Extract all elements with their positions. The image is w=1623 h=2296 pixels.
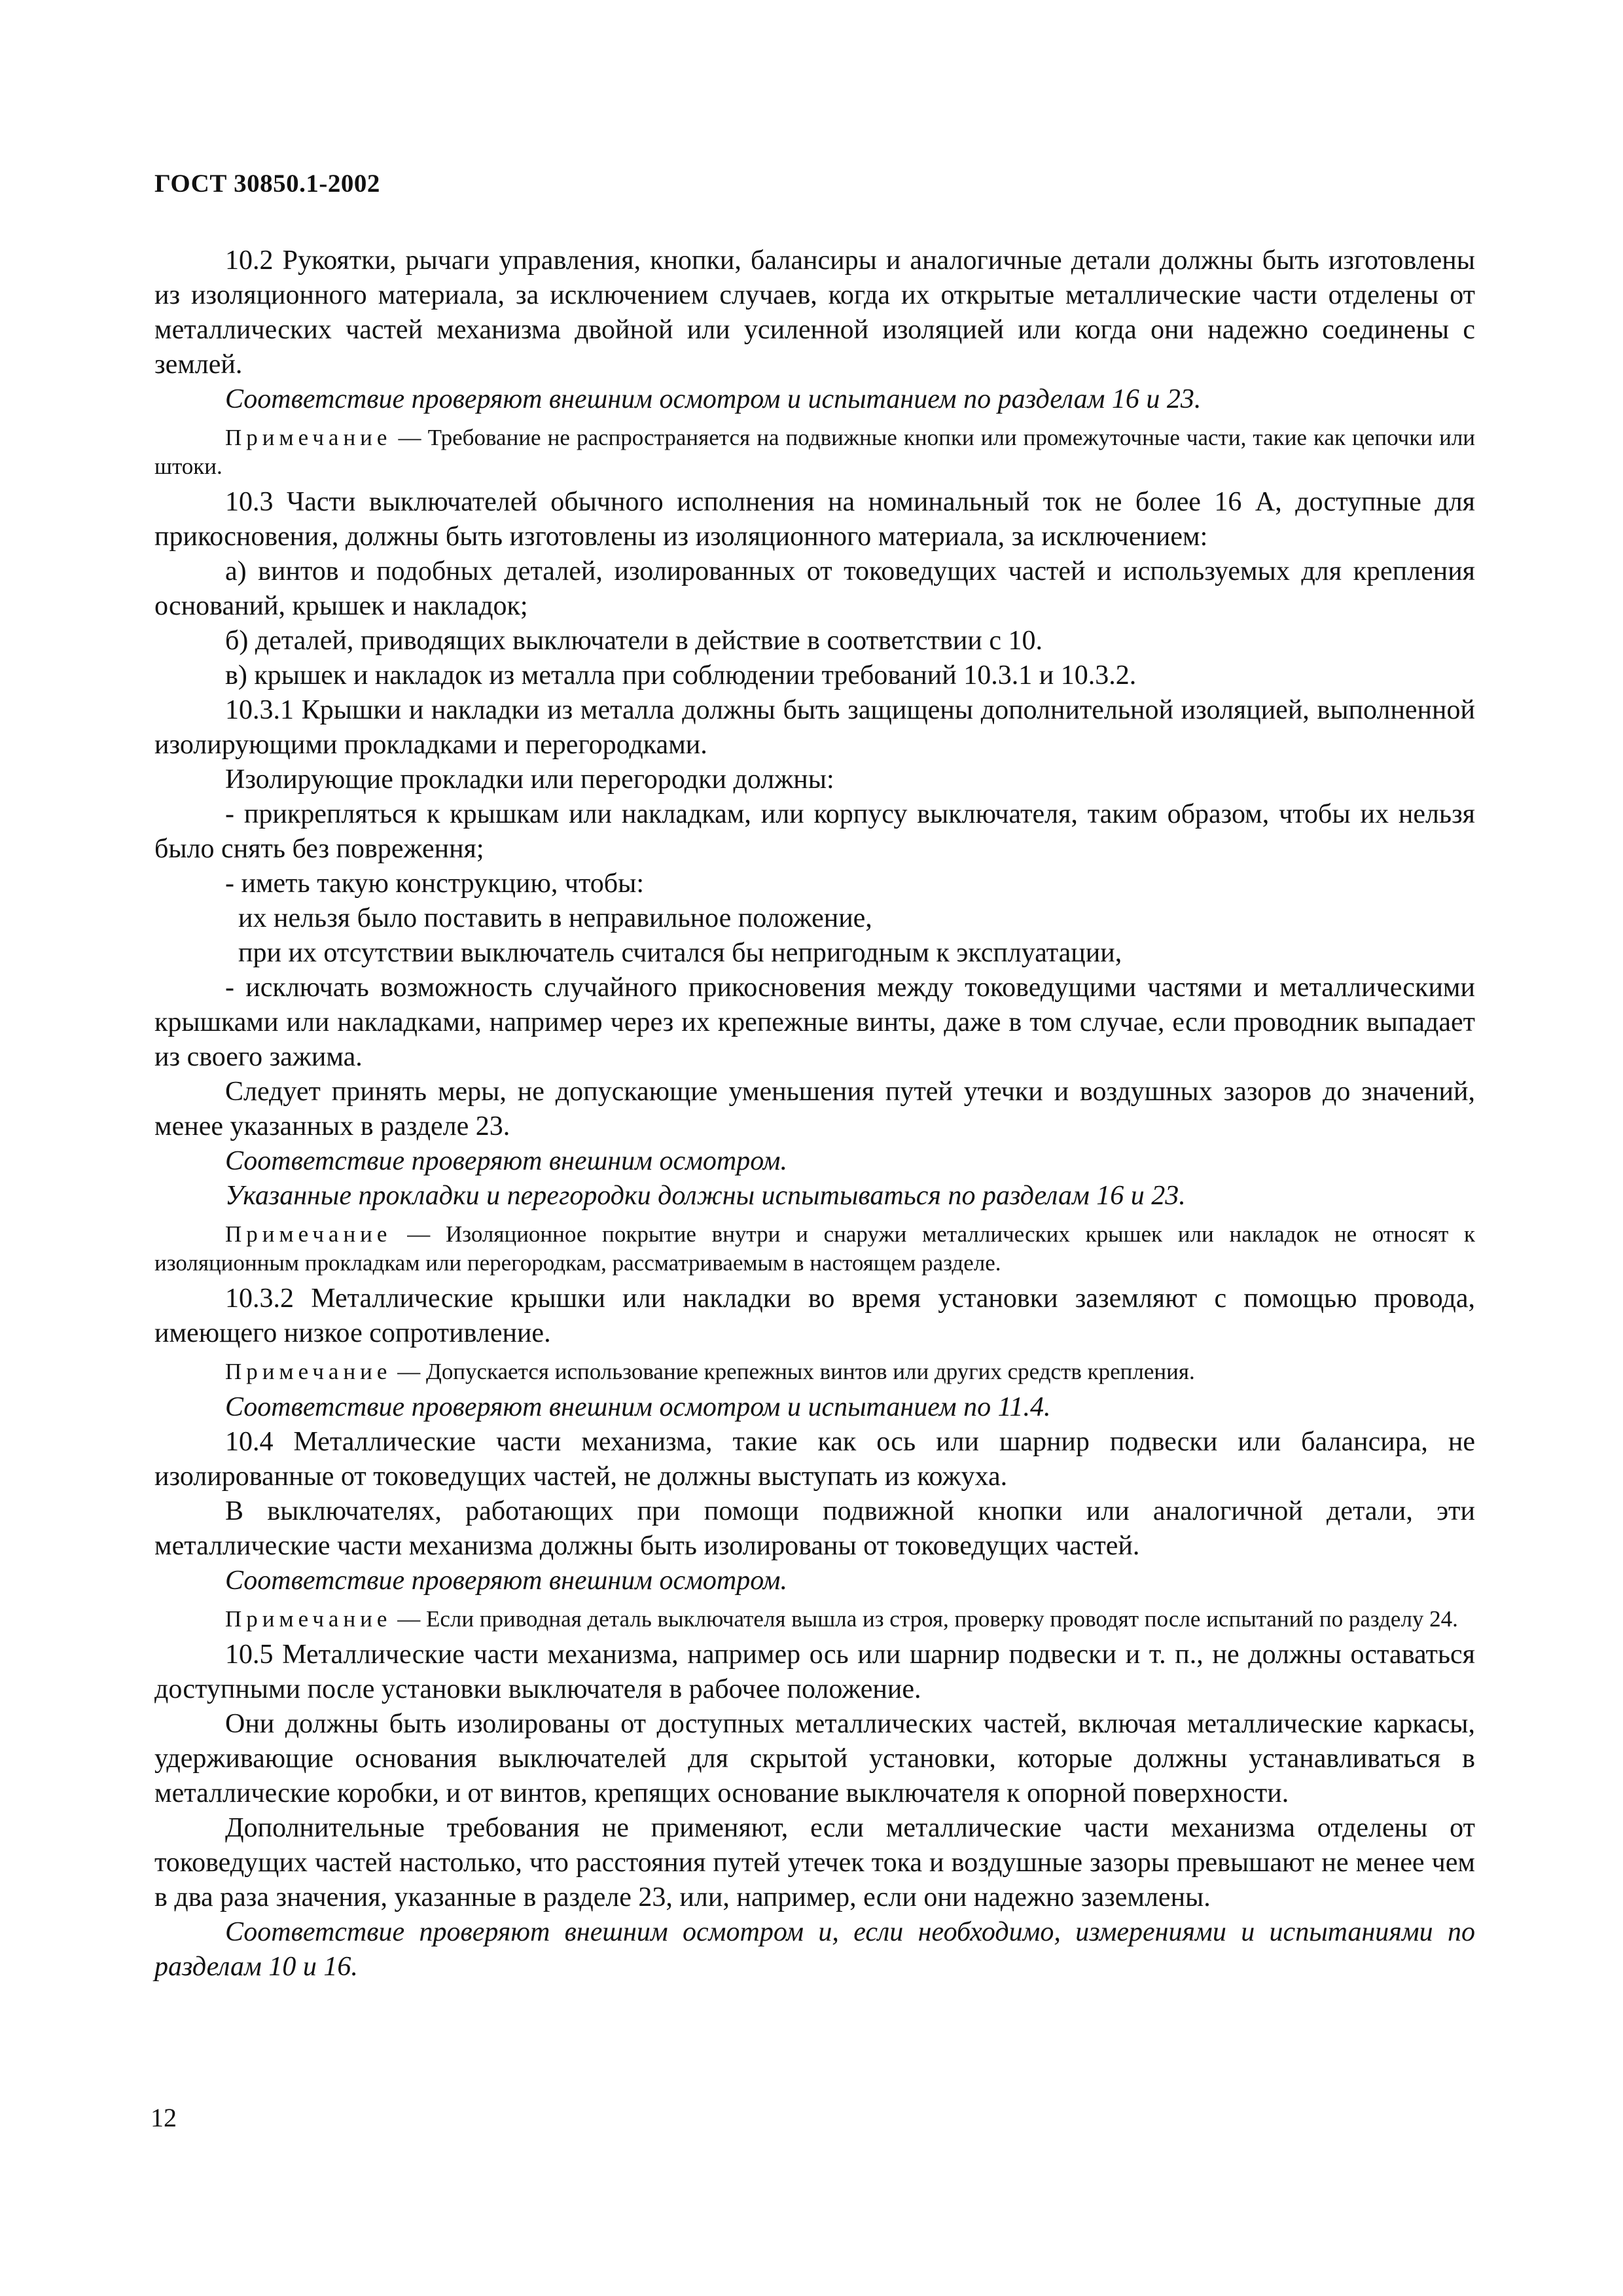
paragraph-10-2: 10.2 Рукоятки, рычаги управления, кнопки, балансиры и аналогичные детали должны быть изготовлены из изоляционного материала, за исключением случаев, когда их открытые металлические части отделены от металлических частей механизма двойной или усиленной изоляцией или когда они надежно соединены с землей. [154,245,1475,380]
note-text: — Если приводная деталь выключателя вышла из строя, проверку проводят после испытаний по разделу 24. [397,1606,1458,1632]
compliance-check: Соответствие проверяют внешним осмотром и испытанием по разделам 16 и 23. [225,384,1202,414]
sub-list-item: их нельзя было поставить в неправильное положение, [238,903,872,933]
list-item: б) деталей, приводящих выключатели в действие в соответствии с 10. [225,626,1043,656]
list-item: - прикрепляться к крышкам или накладкам, или корпусу выключателя, таким образом, чтобы их нельзя было снять без повреження; [154,799,1475,864]
document-body [154,243,1475,1984]
paragraph-10-3-2: 10.3.2 Металлические крышки или накладки во время установки заземляют с помощью провода, имеющего низкое сопротивление. [154,1283,1475,1348]
paragraph-10-3: 10.3 Части выключателей обычного исполнения на номинальный ток не более 16 А, доступные для прикосновения, должны быть изготовлены из изоляционного материала, за исключением: [154,487,1475,552]
paragraph: Следует принять меры, не допускающие уменьшения путей утечки и воздушных зазоров до значений, менее указанных в разделе 23. [154,1077,1475,1141]
list-item: - иметь такую конструкцию, чтобы: [225,869,645,899]
note-text: — Требование не распространяется на подвижные кнопки или промежуточные части, такие как цепочки или штоки. [154,425,1476,479]
compliance-check: Соответствие проверяют внешним осмотром. [225,1566,787,1596]
document-header: ГОСТ 30850.1-2002 [154,170,380,198]
note-text: — Допускается использование крепежных винтов или других средств крепления. [397,1359,1195,1384]
note [154,1605,1475,1634]
list-item: - исключать возможность случайного прикосновения между токоведущими частями и металлическими крышками или накладками, например через их крепежные винты, даже в том случае, если проводник выпадает из своего зажима. [154,973,1475,1072]
compliance-check: Соответствие проверяют внешним осмотром и, если необходимо, измерениями и испытаниями по разделам 10 и 16. [154,1917,1475,1982]
paragraph: Дополнительные требования не применяют, если металлические части механизма отделены от токоведущих частей настолько, что расстояния путей утечек тока и воздушные зазоры превышают не менее чем в два раза значения, указанные в разделе 23, или, например, если они надежно заземлены. [154,1813,1475,1912]
paragraph: В выключателях, работающих при помощи подвижной кнопки или аналогичной детали, эти металлические части механизма должны быть изолированы от токоведущих частей. [154,1496,1475,1561]
list-item: а) винтов и подобных деталей, изолированных от токоведущих частей и используемых для крепления оснований, крышек и накладок; [154,556,1475,621]
paragraph-10-4: 10.4 Металлические части механизма, такие как ось или шарнир подвески или балансира, не изолированные от токоведущих частей, не должны выступать из кожуха. [154,1427,1475,1492]
note-text: — Изоляционное покрытие внутри и снаружи металлических крышек или накладок не относят к изоляционным прокладкам или перегородкам, рассматриваемым в настоящем разделе. [154,1221,1476,1276]
note-label: Примечание [225,1221,392,1247]
compliance-check: Соответствие проверяют внешним осмотром и испытанием по 11.4. [225,1392,1051,1422]
list-item: в) крышек и накладок из металла при соблюдении требований 10.3.1 и 10.3.2. [225,660,1137,691]
note-label: Примечание [225,1606,392,1632]
note-label: Примечание [225,1359,392,1384]
compliance-check: Соответствие проверяют внешним осмотром. [225,1146,787,1176]
note [154,423,1475,481]
note-label: Примечание [225,425,392,450]
note [154,1357,1475,1386]
paragraph: Изолирующие прокладки или перегородки должны: [225,764,834,795]
paragraph-10-5: 10.5 Металлические части механизма, например ось или шарнир подвески и т. п., не должны оставаться доступными после установки выключателя в рабочее положение. [154,1640,1475,1704]
compliance-check: Указанные прокладки и перегородки должны испытываться по разделам 16 и 23. [225,1181,1186,1211]
paragraph-10-3-1: 10.3.1 Крышки и накладки из металла должны быть защищены дополнительной изоляцией, выполненной изолирующими прокладками и перегородками. [154,695,1475,760]
note [154,1220,1475,1278]
paragraph: Они должны быть изолированы от доступных металлических частей, включая металлические каркасы, удерживающие основания выключателей для скрытой установки, которые должны устанавливаться в металлические коробки, и от винтов, крепящих основание выключателя к опорной поверхности. [154,1709,1475,1808]
sub-list-item: при их отсутствии выключатель считался бы непригодным к эксплуатации, [238,938,1122,968]
page-number: 12 [151,2103,177,2132]
